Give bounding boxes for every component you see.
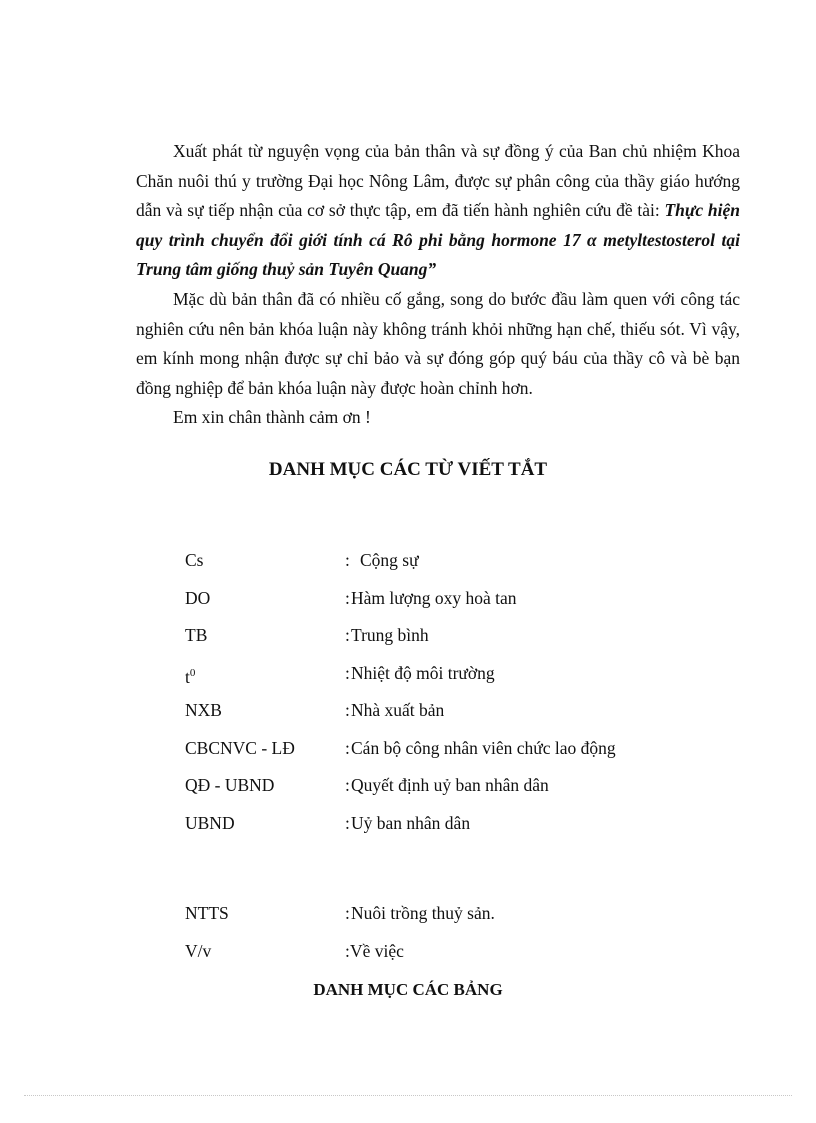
abbreviation-term: DO [185,588,211,608]
abbreviation-definition: Về việc [350,941,404,961]
abbreviation-separator: : [345,700,350,720]
abbreviation-separator: : [345,550,350,570]
abbreviation-definition: Trung bình [351,625,429,645]
abbreviation-row [185,659,745,687]
intro-paragraph-1-text: Xuất phát từ nguyện vọng của bản thân và sự đồng ý của Ban chủ nhiệm Khoa Chăn nuôi thú y trường Đại học Nông Lâm, được sự phân công của thầy giáo hướng dẫn và sự tiếp nhận của cơ sở thực tập, em đã tiến hành nghiên cứu đề tài: [136,141,740,221]
abbreviation-separator: : [345,903,350,923]
abbreviation-separator: : [345,941,350,961]
abbreviation-term: NTTS [185,903,229,923]
abbreviation-definition: Nuôi trồng thuỷ sản. [351,903,495,923]
abbreviation-term: QĐ - UBND [185,775,275,795]
abbreviation-definition: Nhiệt độ môi trường [351,663,495,683]
abbreviation-separator: : [345,588,350,608]
abbreviation-term: TB [185,625,208,645]
abbreviation-term-superscript: 0 [189,667,196,679]
abbreviation-term: UBND [185,813,235,833]
abbreviation-definition: Cán bộ công nhân viên chức lao động [351,738,616,758]
abbreviation-row [185,696,745,724]
abbreviation-term-base: t [185,667,190,687]
intro-paragraph-2: Mặc dù bản thân đã có nhiều cố gắng, song do bước đầu làm quen với công tác nghiên cứu nên bản khóa luận này không tránh khỏi những hạn chế, thiếu sót. Vì vậy, em kính mong nhận được sự chỉ bảo và sự đóng góp quý báu của thầy cô và bè bạn đồng nghiệp để bản khóa luận này được hoàn chỉnh hơn. [136,288,740,398]
abbreviation-definition: Quyết định uỷ ban nhân dân [351,775,549,795]
abbreviation-separator: : [345,625,350,645]
thesis-topic: Thực hiện quy trình chuyển đổi giới tính cá Rô phi bằng hormone 17 α metyltestosterol tại Trung tâm giống thuỷ sản Tuyên Quang” [136,200,740,280]
abbreviations-title: DANH MỤC CÁC TỪ VIẾT TẮT [268,459,548,480]
abbreviation-term [185,659,195,691]
tables-list-title: DANH MỤC CÁC BẢNG [313,980,503,999]
abbreviation-row [185,899,745,927]
page-footer-rule [24,1095,792,1096]
abbreviation-row [185,771,745,799]
abbreviation-separator: : [345,663,350,683]
abbreviation-term: NXB [185,700,222,720]
abbreviation-row [185,584,745,612]
abbreviation-row [185,546,745,574]
abbreviation-separator: : [345,813,350,833]
abbreviation-row [185,937,745,965]
abbreviation-definition: Cộng sự [360,550,419,570]
abbreviation-separator: : [345,775,350,795]
abbreviation-term: Cs [185,550,204,570]
abbreviation-definition: Uỷ ban nhân dân [351,813,471,833]
intro-paragraph-1 [136,137,740,285]
abbreviation-separator: : [345,738,350,758]
abbreviation-term: V/v [185,941,212,961]
thanks-line: Em xin chân thành cảm ơn ! [173,407,371,428]
abbreviation-row [185,621,745,649]
abbreviation-term: CBCNVC - LĐ [185,738,295,758]
abbreviation-row [185,734,745,762]
abbreviation-definition: Hàm lượng oxy hoà tan [351,588,517,608]
abbreviation-row [185,809,745,837]
acknowledgement-text [136,137,740,433]
abbreviation-definition: Nhà xuất bản [351,700,445,720]
